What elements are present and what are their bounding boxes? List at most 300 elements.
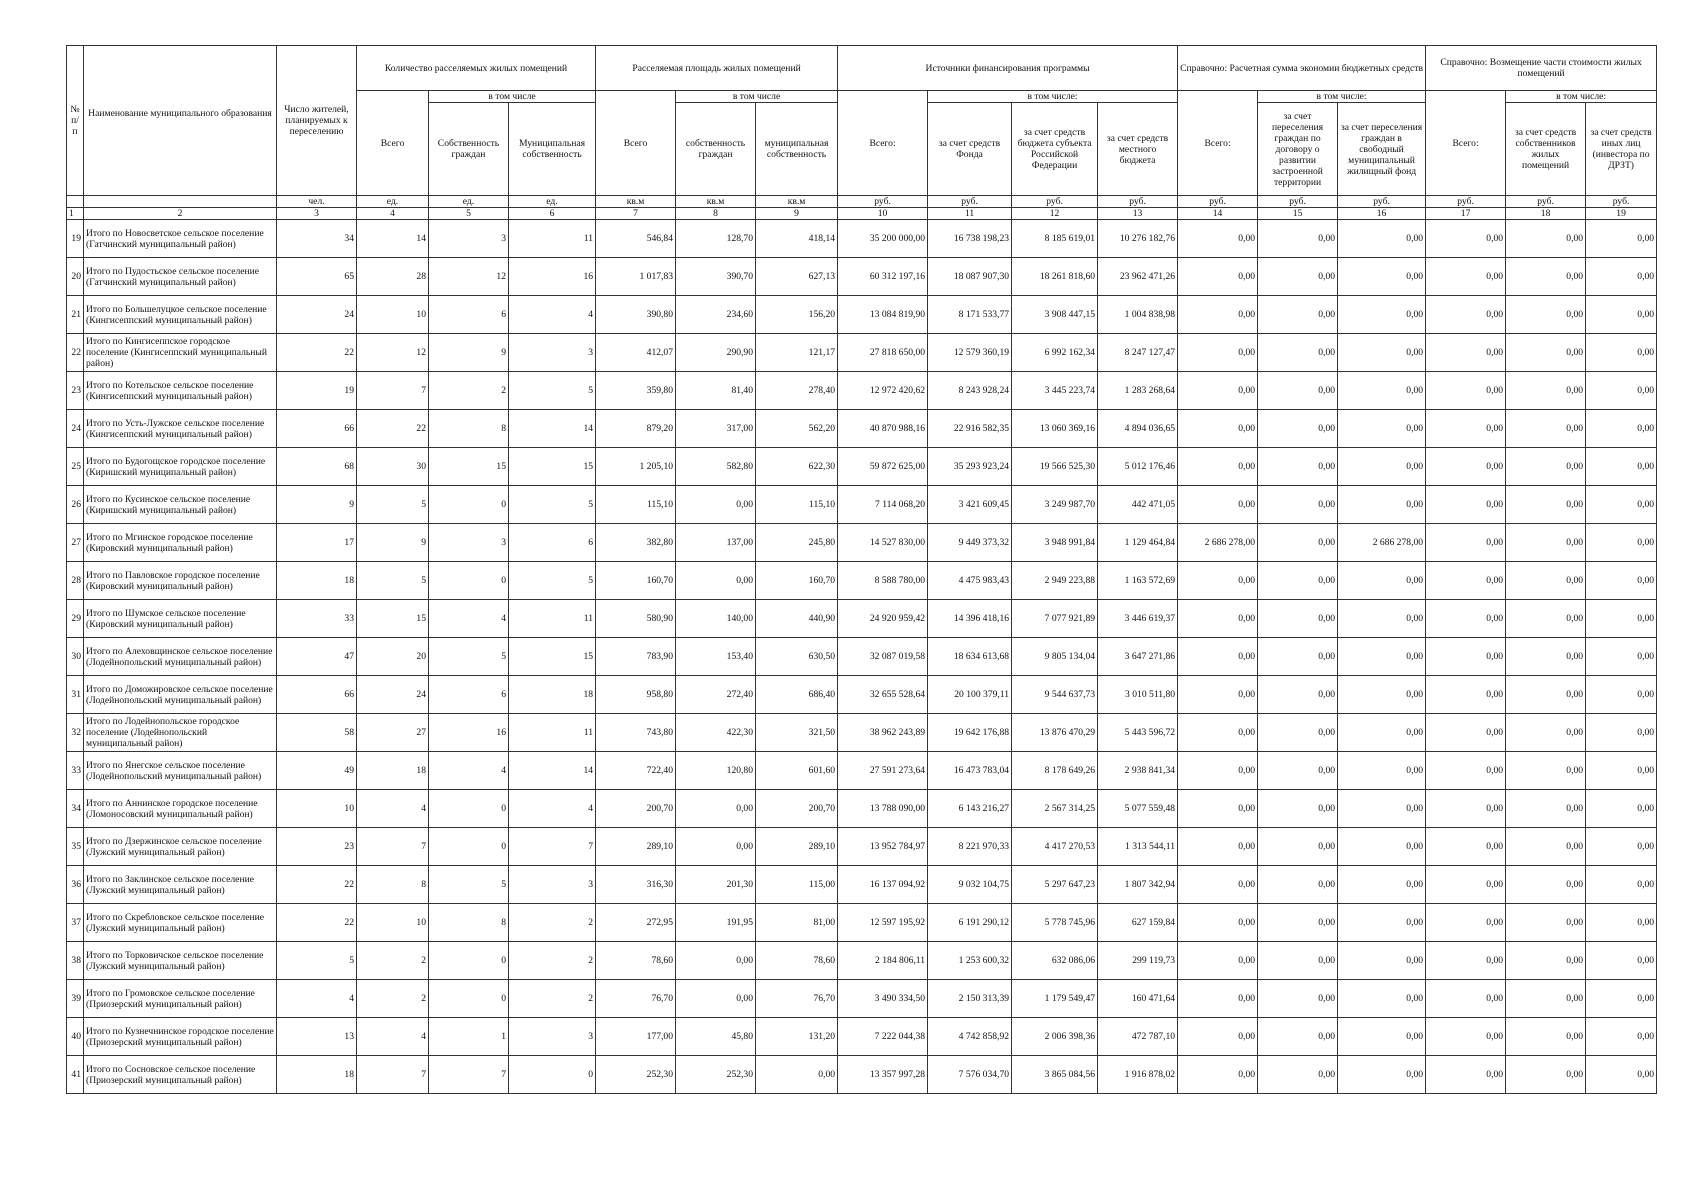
cell-c5: 4 [429, 600, 509, 638]
cell-c6: 14 [509, 752, 596, 790]
unit-cell: кв.м [676, 196, 756, 208]
row-number: 34 [67, 790, 84, 828]
header-area-municipal: муниципальная собственность [756, 103, 838, 196]
cell-c4: 24 [357, 676, 429, 714]
cell-c14: 0,00 [1178, 486, 1258, 524]
row-number: 36 [67, 866, 84, 904]
cell-c9: 245,80 [756, 524, 838, 562]
cell-c4: 28 [357, 258, 429, 296]
cell-c19: 0,00 [1586, 1018, 1657, 1056]
cell-c11: 3 421 609,45 [928, 486, 1012, 524]
cell-c13: 1 283 268,64 [1098, 372, 1178, 410]
cell-c13: 5 012 176,46 [1098, 448, 1178, 486]
cell-c14: 0,00 [1178, 676, 1258, 714]
cell-c13: 1 004 838,98 [1098, 296, 1178, 334]
cell-c18: 0,00 [1506, 220, 1586, 258]
row-number: 30 [67, 638, 84, 676]
unit-cell: руб. [928, 196, 1012, 208]
cell-c9: 131,20 [756, 1018, 838, 1056]
cell-c10: 59 872 625,00 [838, 448, 928, 486]
cell-c8: 0,00 [676, 828, 756, 866]
cell-c11: 9 449 373,32 [928, 524, 1012, 562]
table-row [67, 676, 1657, 714]
cell-c16: 0,00 [1338, 752, 1426, 790]
cell-c18: 0,00 [1506, 600, 1586, 638]
cell-c9: 78,60 [756, 942, 838, 980]
cell-c7: 359,80 [596, 372, 676, 410]
row-number: 26 [67, 486, 84, 524]
unit-cell: руб. [1586, 196, 1657, 208]
cell-c5: 0 [429, 486, 509, 524]
header-area-total: Всего [596, 91, 676, 196]
cell-c12: 3 908 447,15 [1012, 296, 1098, 334]
cell-c5: 6 [429, 676, 509, 714]
cell-c3: 18 [277, 1056, 357, 1094]
cell-c6: 3 [509, 334, 596, 372]
cell-c11: 20 100 379,11 [928, 676, 1012, 714]
cell-c8: 0,00 [676, 790, 756, 828]
cell-c16: 0,00 [1338, 448, 1426, 486]
cell-c8: 0,00 [676, 942, 756, 980]
cell-c18: 0,00 [1506, 828, 1586, 866]
header-compensation-incl: в том числе: [1506, 91, 1657, 103]
cell-c15: 0,00 [1258, 638, 1338, 676]
municipality-name: Итого по Громовское сельское поселение (Приозерский муниципальный район) [84, 980, 277, 1018]
cell-c16: 0,00 [1338, 942, 1426, 980]
cell-c13: 3 446 619,37 [1098, 600, 1178, 638]
cell-c10: 3 490 334,50 [838, 980, 928, 1018]
table-row [67, 1018, 1657, 1056]
table-row [67, 334, 1657, 372]
cell-c11: 12 579 360,19 [928, 334, 1012, 372]
cell-c16: 0,00 [1338, 828, 1426, 866]
cell-c17: 0,00 [1426, 600, 1506, 638]
cell-c19: 0,00 [1586, 866, 1657, 904]
cell-c16: 2 686 278,00 [1338, 524, 1426, 562]
cell-c16: 0,00 [1338, 638, 1426, 676]
unit-cell: ед. [429, 196, 509, 208]
cell-c17: 0,00 [1426, 904, 1506, 942]
cell-c16: 0,00 [1338, 334, 1426, 372]
cell-c14: 0,00 [1178, 714, 1258, 752]
cell-c10: 32 655 528,64 [838, 676, 928, 714]
cell-c3: 22 [277, 866, 357, 904]
table-row [67, 1056, 1657, 1094]
cell-c10: 32 087 019,58 [838, 638, 928, 676]
cell-c14: 0,00 [1178, 220, 1258, 258]
row-number: 31 [67, 676, 84, 714]
cell-c7: 78,60 [596, 942, 676, 980]
cell-c17: 0,00 [1426, 1018, 1506, 1056]
cell-c14: 0,00 [1178, 258, 1258, 296]
cell-c12: 2 006 398,36 [1012, 1018, 1098, 1056]
cell-c13: 10 276 182,76 [1098, 220, 1178, 258]
cell-c9: 200,70 [756, 790, 838, 828]
cell-c10: 8 588 780,00 [838, 562, 928, 600]
cell-c4: 5 [357, 562, 429, 600]
cell-c14: 0,00 [1178, 1056, 1258, 1094]
header-savings-free-fund: за счет переселения граждан в свободный муниципальный жилищный фонд [1338, 103, 1426, 196]
cell-c14: 0,00 [1178, 866, 1258, 904]
cell-c17: 0,00 [1426, 524, 1506, 562]
cell-c12: 13 876 470,29 [1012, 714, 1098, 752]
cell-c17: 0,00 [1426, 220, 1506, 258]
cell-c4: 10 [357, 904, 429, 942]
cell-c15: 0,00 [1258, 448, 1338, 486]
cell-c15: 0,00 [1258, 714, 1338, 752]
cell-c5: 5 [429, 638, 509, 676]
cell-c10: 60 312 197,16 [838, 258, 928, 296]
cell-c4: 15 [357, 600, 429, 638]
table-row [67, 942, 1657, 980]
row-number: 41 [67, 1056, 84, 1094]
header-savings-total: Всего: [1178, 91, 1258, 196]
cell-c7: 958,80 [596, 676, 676, 714]
header-rooms-total: Всего [357, 91, 429, 196]
column-number-cell: 5 [429, 208, 509, 220]
row-number: 35 [67, 828, 84, 866]
cell-c19: 0,00 [1586, 828, 1657, 866]
cell-c18: 0,00 [1506, 942, 1586, 980]
cell-c4: 2 [357, 980, 429, 1018]
cell-c8: 0,00 [676, 562, 756, 600]
cell-c15: 0,00 [1258, 562, 1338, 600]
table-row [67, 524, 1657, 562]
header-finance-total: Всего: [838, 91, 928, 196]
header-finance-subject: за счет средств бюджета субъекта Российской Федерации [1012, 103, 1098, 196]
cell-c14: 0,00 [1178, 638, 1258, 676]
municipality-name: Итого по Кусинское сельское поселение (Киришский муниципальный район) [84, 486, 277, 524]
cell-c10: 12 597 195,92 [838, 904, 928, 942]
cell-c18: 0,00 [1506, 524, 1586, 562]
unit-cell: руб. [1012, 196, 1098, 208]
cell-c9: 321,50 [756, 714, 838, 752]
cell-c17: 0,00 [1426, 372, 1506, 410]
cell-c19: 0,00 [1586, 714, 1657, 752]
cell-c12: 8 185 619,01 [1012, 220, 1098, 258]
cell-c16: 0,00 [1338, 1018, 1426, 1056]
cell-c4: 22 [357, 410, 429, 448]
municipality-name: Итого по Сосновское сельское поселение (Приозерский муниципальный район) [84, 1056, 277, 1094]
cell-c9: 601,60 [756, 752, 838, 790]
cell-c15: 0,00 [1258, 790, 1338, 828]
cell-c19: 0,00 [1586, 980, 1657, 1018]
table-row [67, 752, 1657, 790]
cell-c7: 546,84 [596, 220, 676, 258]
unit-cell: руб. [1178, 196, 1258, 208]
row-number: 27 [67, 524, 84, 562]
cell-c9: 627,13 [756, 258, 838, 296]
cell-c19: 0,00 [1586, 562, 1657, 600]
table-row [67, 220, 1657, 258]
cell-c10: 7 114 068,20 [838, 486, 928, 524]
cell-c19: 0,00 [1586, 410, 1657, 448]
table-row [67, 790, 1657, 828]
cell-c10: 2 184 806,11 [838, 942, 928, 980]
table-row [67, 258, 1657, 296]
cell-c3: 58 [277, 714, 357, 752]
cell-c15: 0,00 [1258, 372, 1338, 410]
row-number: 39 [67, 980, 84, 1018]
cell-c15: 0,00 [1258, 942, 1338, 980]
cell-c6: 5 [509, 486, 596, 524]
cell-c6: 15 [509, 448, 596, 486]
cell-c8: 81,40 [676, 372, 756, 410]
cell-c6: 5 [509, 562, 596, 600]
cell-c12: 3 445 223,74 [1012, 372, 1098, 410]
cell-c12: 7 077 921,89 [1012, 600, 1098, 638]
cell-c12: 3 948 991,84 [1012, 524, 1098, 562]
cell-c16: 0,00 [1338, 866, 1426, 904]
cell-c18: 0,00 [1506, 486, 1586, 524]
cell-c4: 27 [357, 714, 429, 752]
cell-c7: 177,00 [596, 1018, 676, 1056]
cell-c3: 4 [277, 980, 357, 1018]
cell-c7: 316,30 [596, 866, 676, 904]
cell-c9: 115,00 [756, 866, 838, 904]
cell-c18: 0,00 [1506, 334, 1586, 372]
cell-c18: 0,00 [1506, 562, 1586, 600]
cell-c9: 686,40 [756, 676, 838, 714]
cell-c12: 9 544 637,73 [1012, 676, 1098, 714]
unit-cell: чел. [277, 196, 357, 208]
cell-c6: 0 [509, 1056, 596, 1094]
cell-c15: 0,00 [1258, 258, 1338, 296]
row-number: 33 [67, 752, 84, 790]
cell-c8: 582,80 [676, 448, 756, 486]
row-number: 38 [67, 942, 84, 980]
cell-c11: 8 221 970,33 [928, 828, 1012, 866]
cell-c7: 412,07 [596, 334, 676, 372]
cell-c12: 1 179 549,47 [1012, 980, 1098, 1018]
table-body [67, 46, 1657, 1094]
cell-c3: 65 [277, 258, 357, 296]
column-number-cell: 3 [277, 208, 357, 220]
row-number: 28 [67, 562, 84, 600]
cell-c3: 18 [277, 562, 357, 600]
header-savings-contract: за счет переселения граждан по договору о развитии застроенной территории [1258, 103, 1338, 196]
cell-c5: 0 [429, 980, 509, 1018]
cell-c7: 580,90 [596, 600, 676, 638]
cell-c18: 0,00 [1506, 676, 1586, 714]
cell-c13: 8 247 127,47 [1098, 334, 1178, 372]
cell-c10: 14 527 830,00 [838, 524, 928, 562]
cell-c8: 201,30 [676, 866, 756, 904]
column-numbers-row [67, 208, 1657, 220]
cell-c16: 0,00 [1338, 600, 1426, 638]
cell-c10: 38 962 243,89 [838, 714, 928, 752]
cell-c4: 12 [357, 334, 429, 372]
cell-c11: 18 634 613,68 [928, 638, 1012, 676]
header-rooms-group: Количество расселяемых жилых помещений [357, 46, 596, 91]
cell-c13: 160 471,64 [1098, 980, 1178, 1018]
row-number: 29 [67, 600, 84, 638]
header-compensation-total: Всего: [1426, 91, 1506, 196]
cell-c15: 0,00 [1258, 410, 1338, 448]
cell-c10: 13 357 997,28 [838, 1056, 928, 1094]
cell-c6: 4 [509, 296, 596, 334]
cell-c3: 66 [277, 410, 357, 448]
cell-c14: 0,00 [1178, 828, 1258, 866]
column-number-cell: 2 [84, 208, 277, 220]
cell-c9: 115,10 [756, 486, 838, 524]
municipality-name: Итого по Шумское сельское поселение (Кировский муниципальный район) [84, 600, 277, 638]
cell-c19: 0,00 [1586, 600, 1657, 638]
cell-c6: 5 [509, 372, 596, 410]
cell-c5: 8 [429, 410, 509, 448]
cell-c18: 0,00 [1506, 372, 1586, 410]
cell-c18: 0,00 [1506, 296, 1586, 334]
cell-c6: 3 [509, 866, 596, 904]
cell-c12: 632 086,06 [1012, 942, 1098, 980]
cell-c4: 5 [357, 486, 429, 524]
cell-c17: 0,00 [1426, 752, 1506, 790]
cell-c13: 627 159,84 [1098, 904, 1178, 942]
cell-c19: 0,00 [1586, 220, 1657, 258]
table-row [67, 486, 1657, 524]
cell-c11: 18 087 907,30 [928, 258, 1012, 296]
cell-c15: 0,00 [1258, 220, 1338, 258]
cell-c10: 27 818 650,00 [838, 334, 928, 372]
header-rooms-incl: в том числе [429, 91, 596, 103]
cell-c15: 0,00 [1258, 980, 1338, 1018]
cell-c16: 0,00 [1338, 220, 1426, 258]
cell-c11: 7 576 034,70 [928, 1056, 1012, 1094]
cell-c16: 0,00 [1338, 562, 1426, 600]
cell-c12: 2 567 314,25 [1012, 790, 1098, 828]
cell-c5: 6 [429, 296, 509, 334]
header-finance-local: за счет средств местного бюджета [1098, 103, 1178, 196]
cell-c7: 783,90 [596, 638, 676, 676]
cell-c8: 120,80 [676, 752, 756, 790]
cell-c14: 0,00 [1178, 790, 1258, 828]
header-finance-incl: в том числе: [928, 91, 1178, 103]
cell-c4: 18 [357, 752, 429, 790]
cell-c6: 15 [509, 638, 596, 676]
cell-c5: 2 [429, 372, 509, 410]
cell-c4: 30 [357, 448, 429, 486]
municipality-name: Итого по Мгинское городское поселение (Кировский муниципальный район) [84, 524, 277, 562]
table-row [67, 296, 1657, 334]
cell-c15: 0,00 [1258, 296, 1338, 334]
municipality-name: Итого по Аннинское городское поселение (Ломоносовский муниципальный район) [84, 790, 277, 828]
cell-c4: 7 [357, 1056, 429, 1094]
cell-c8: 128,70 [676, 220, 756, 258]
cell-c7: 272,95 [596, 904, 676, 942]
cell-c7: 382,80 [596, 524, 676, 562]
cell-c3: 33 [277, 600, 357, 638]
cell-c18: 0,00 [1506, 258, 1586, 296]
cell-c11: 16 738 198,23 [928, 220, 1012, 258]
cell-c3: 10 [277, 790, 357, 828]
cell-c7: 252,30 [596, 1056, 676, 1094]
table-row [67, 600, 1657, 638]
column-number-cell: 15 [1258, 208, 1338, 220]
cell-c13: 299 119,73 [1098, 942, 1178, 980]
cell-c17: 0,00 [1426, 1056, 1506, 1094]
cell-c11: 19 642 176,88 [928, 714, 1012, 752]
cell-c5: 5 [429, 866, 509, 904]
header-finance-group: Источники финансирования программы [838, 46, 1178, 91]
cell-c13: 442 471,05 [1098, 486, 1178, 524]
cell-c11: 8 243 928,24 [928, 372, 1012, 410]
cell-c4: 2 [357, 942, 429, 980]
cell-c6: 18 [509, 676, 596, 714]
cell-c5: 8 [429, 904, 509, 942]
column-number-cell: 11 [928, 208, 1012, 220]
row-number: 20 [67, 258, 84, 296]
cell-c14: 0,00 [1178, 1018, 1258, 1056]
cell-c4: 9 [357, 524, 429, 562]
cell-c18: 0,00 [1506, 714, 1586, 752]
cell-c12: 13 060 369,16 [1012, 410, 1098, 448]
cell-c18: 0,00 [1506, 638, 1586, 676]
cell-c9: 156,20 [756, 296, 838, 334]
header-finance-fund: за счет средств Фонда [928, 103, 1012, 196]
cell-c5: 9 [429, 334, 509, 372]
cell-c13: 23 962 471,26 [1098, 258, 1178, 296]
table-row [67, 448, 1657, 486]
header-savings-group: Справочно: Расчетная сумма экономии бюджетных средств [1178, 46, 1426, 91]
municipality-name: Итого по Дзержинское сельское поселение (Лужский муниципальный район) [84, 828, 277, 866]
cell-c9: 440,90 [756, 600, 838, 638]
row-number: 25 [67, 448, 84, 486]
cell-c9: 160,70 [756, 562, 838, 600]
cell-c14: 0,00 [1178, 448, 1258, 486]
cell-c7: 743,80 [596, 714, 676, 752]
cell-c6: 16 [509, 258, 596, 296]
municipality-name: Итого по Кингисеппское городское поселение (Кингисеппский муниципальный район) [84, 334, 277, 372]
cell-c11: 16 473 783,04 [928, 752, 1012, 790]
cell-c18: 0,00 [1506, 866, 1586, 904]
cell-c7: 76,70 [596, 980, 676, 1018]
cell-c4: 7 [357, 372, 429, 410]
cell-c12: 19 566 525,30 [1012, 448, 1098, 486]
cell-c13: 472 787,10 [1098, 1018, 1178, 1056]
cell-c3: 19 [277, 372, 357, 410]
cell-c19: 0,00 [1586, 1056, 1657, 1094]
header-area-incl: в том числе [676, 91, 838, 103]
municipality-name: Итого по Большелуцкое сельское поселение (Кингисеппский муниципальный район) [84, 296, 277, 334]
cell-c8: 137,00 [676, 524, 756, 562]
cell-c13: 1 916 878,02 [1098, 1056, 1178, 1094]
cell-c15: 0,00 [1258, 752, 1338, 790]
cell-c12: 3 249 987,70 [1012, 486, 1098, 524]
municipality-name: Итого по Алеховщинское сельское поселение (Лодейнопольский муниципальный район) [84, 638, 277, 676]
cell-c18: 0,00 [1506, 448, 1586, 486]
column-number-cell: 19 [1586, 208, 1657, 220]
cell-c6: 14 [509, 410, 596, 448]
cell-c12: 5 778 745,96 [1012, 904, 1098, 942]
cell-c10: 24 920 959,42 [838, 600, 928, 638]
cell-c16: 0,00 [1338, 980, 1426, 1018]
unit-cell: ед. [357, 196, 429, 208]
header-row-1 [67, 46, 1657, 91]
cell-c6: 11 [509, 600, 596, 638]
cell-c19: 0,00 [1586, 486, 1657, 524]
cell-c3: 17 [277, 524, 357, 562]
cell-c17: 0,00 [1426, 676, 1506, 714]
cell-c9: 81,00 [756, 904, 838, 942]
header-savings-incl: в том числе: [1258, 91, 1426, 103]
cell-c18: 0,00 [1506, 980, 1586, 1018]
row-number: 21 [67, 296, 84, 334]
cell-c14: 0,00 [1178, 942, 1258, 980]
cell-c14: 0,00 [1178, 296, 1258, 334]
cell-c15: 0,00 [1258, 334, 1338, 372]
cell-c3: 68 [277, 448, 357, 486]
cell-c13: 3 647 271,86 [1098, 638, 1178, 676]
